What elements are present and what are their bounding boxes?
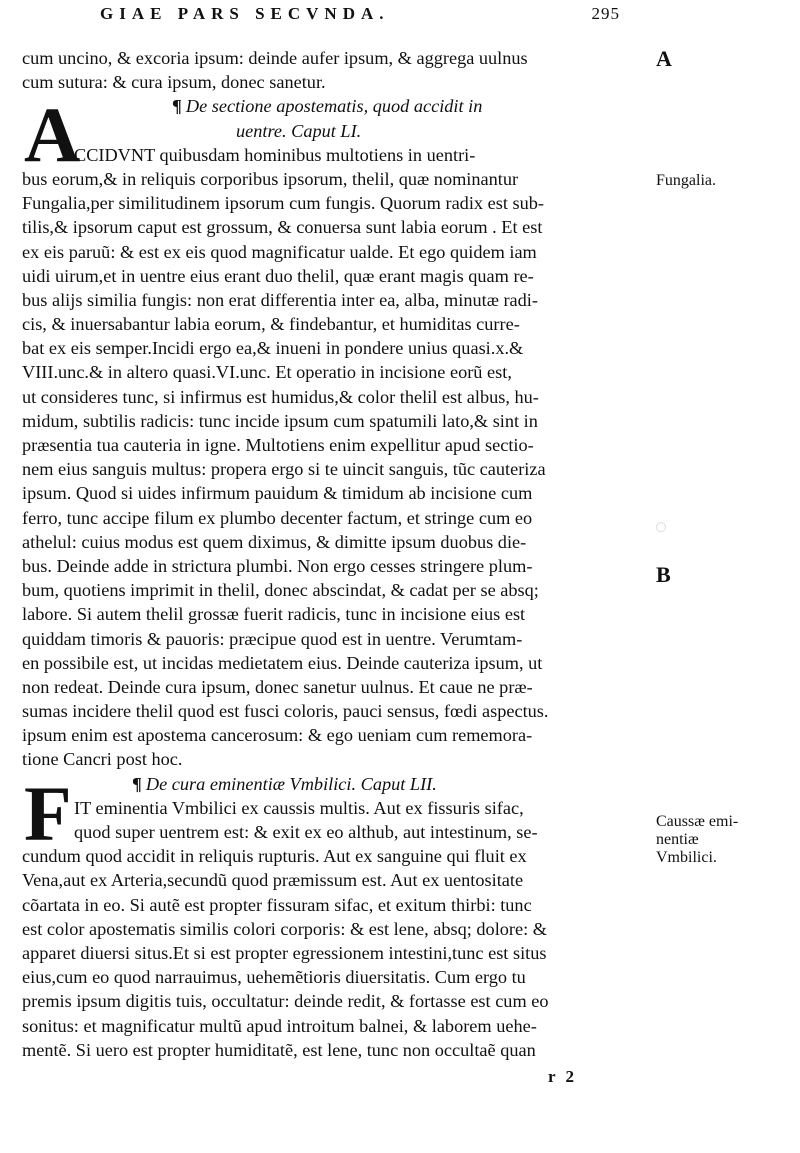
text-line: apparet diuersi situs.Et si est propter egressionem intestini,tunc est situs: [22, 942, 547, 963]
margin-note-line: Caussæ emi-: [656, 813, 739, 830]
text-line: ferro, tunc accipe filum ex plumbo decenter factum, et stringe cum eo: [22, 507, 533, 528]
text-line: tilis,& ipsorum caput est grossum, & conuersa sunt labia eorum . Et est: [22, 217, 543, 238]
chapter-51-title-line-1: De sectione apostematis, quod accidit in: [185, 96, 483, 117]
text-line: ut consideres tunc, si infirmus est humidus,& color thelil est albus, hu-: [22, 386, 539, 407]
chapter-52-heading: [22, 772, 647, 796]
text-line: CCIDVNT quibusdam hominibus multotiens in uentri-: [74, 144, 476, 165]
text-line: tione Cancri post hoc.: [22, 749, 183, 770]
chapter-52-title: De cura eminentiæ Vmbilici. Caput LII.: [145, 773, 437, 794]
text-line: en possibile est, ut incidas medietatem eius. Deinde cauteriza ipsum, ut: [22, 652, 543, 673]
pilcrow-icon: ¶: [172, 96, 182, 117]
text-line: bus alijs similia fungis: non erat differentia inter ea, alba, minutæ radi-: [22, 289, 538, 310]
text-line: cundum quod accidit in reliquis rupturis. Aut ex sanguine qui fluit ex: [22, 846, 527, 867]
text-line: VIII.unc.& in altero quasi.VI.unc. Et operatio in incisione eorũ est,: [22, 362, 512, 383]
main-text-block: [22, 46, 647, 1062]
text-line: ex eis paruũ: & est ex eis quod magnificatur ualde. Et ego quidem iam: [22, 241, 537, 262]
text-line: cõartata in eo. Si autẽ est propter fissuram sifac, et exitum thirbi: tunc: [22, 894, 532, 915]
text-line: cum sutura: & cura ipsum, donec sanetur.: [22, 72, 326, 93]
margin-letter-a: A: [656, 46, 672, 71]
text-line: Vena,aut ex Arteria,secundũ quod præmissum est. Aut ex uentositate: [22, 870, 524, 891]
chapter-51-heading: [22, 94, 647, 118]
text-line: est color apostematis similis colori corporis: & est lene, absq; dolore: &: [22, 918, 547, 939]
pilcrow-icon: ¶: [132, 773, 142, 794]
text-line: bum, quotiens imprimit in thelil, donec abscindat, & cadat per se absq;: [22, 580, 539, 601]
text-line: nem eius sanguis multus: propera ergo si te uincit sanguis, tũc cauteriza: [22, 459, 546, 480]
text-line: ipsum. Quod si uides infirmum pauidum & timidum ab incisione cum: [22, 483, 533, 504]
drop-cap-f: F: [24, 770, 72, 857]
text-line: præsentia tua cauteria in igne. Multotiens enim expellitur apud sectio-: [22, 435, 534, 455]
text-line: IT eminentia Vmbilici ex caussis multis. Aut ex fissuris sifac,: [74, 797, 524, 818]
text-line: athelul: cuius modus est quem diximus, & dimitte ipsum duobus die-: [22, 531, 527, 552]
text-line: bat ex eis semper.Incidi ergo ea,& inueni in pondere unius quasi.x.&: [22, 338, 524, 359]
text-line: midum, subtilis radicis: tunc incide ipsum cum spatumili lato,& sint in: [22, 410, 538, 431]
margin-note-line: Vmbilici.: [656, 849, 717, 866]
page-number: 295: [591, 4, 620, 23]
text-line: sumas incidere thelil quod est fusci coloris, pauci sensus, fœdi aspectus.: [22, 701, 549, 722]
text-line: sonitus: et magnificatur multũ apud introitum balnei, & laborem uehe-: [22, 1015, 537, 1036]
text-line: eius,cum eo quod narrauimus, uehemẽtioris diuersitatis. Cum ergo tu: [22, 967, 526, 988]
chapter-51-title-line-2: uentre. Caput LI.: [236, 120, 362, 141]
margin-letter-b: B: [656, 562, 671, 587]
text-line: non redeat. Deinde cura ipsum, donec sanetur uulnus. Et caue ne præ-: [22, 676, 533, 697]
text-line: labore. Si autem thelil grossæ fuerit radicis, tunc in incisione eius est: [22, 604, 526, 625]
running-head: GIAE PARS SECVNDA.: [100, 4, 390, 23]
margin-note-line: nentiæ: [656, 831, 699, 848]
text-line: quiddam timoris & pauoris: præcipue quod est in uentre. Verumtam-: [22, 628, 523, 649]
text-line: quod super uentrem est: & exit ex eo althub, aut intestinum, se-: [74, 822, 538, 842]
drop-cap-a: A: [24, 91, 81, 178]
text-line: mentẽ. Si uero est propter humiditatẽ, est lene, tunc non occultaẽ quan: [22, 1039, 536, 1060]
margin-note-fungalia: Fungalia.: [656, 172, 716, 189]
show-through-mark: ◌: [655, 516, 667, 538]
text-line: cum uncino, & excoria ipsum: deinde aufer ipsum, & aggrega uulnus: [22, 48, 528, 68]
running-header: [100, 4, 620, 28]
text-line: premis ipsum digitis tuis, occultatur: deinde redit, & fortasse est cum eo: [22, 991, 549, 1012]
text-line: uidi uirum,et in uentre eius erant duo thelil, quæ erant magis quam re-: [22, 265, 534, 286]
text-line: ipsum enim est apostema cancerosum: & ego ueniam cum rememora-: [22, 725, 533, 746]
margin-note-causae: [656, 813, 796, 867]
text-line: Fungalia,per similitudinem ipsorum cum fungis. Quorum radix est sub-: [22, 193, 544, 214]
text-line: bus. Deinde adde in strictura plumbi. Non ergo cesses stringere plum-: [22, 555, 533, 576]
text-line: bus eorum,& in reliquis corporibus ipsorum, thelil, quæ nominantur: [22, 168, 519, 189]
text-line: cis, & inuersabantur labia eorum, & findebantur, et humiditas curre-: [22, 314, 520, 335]
signature-mark: r 2: [548, 1067, 577, 1086]
